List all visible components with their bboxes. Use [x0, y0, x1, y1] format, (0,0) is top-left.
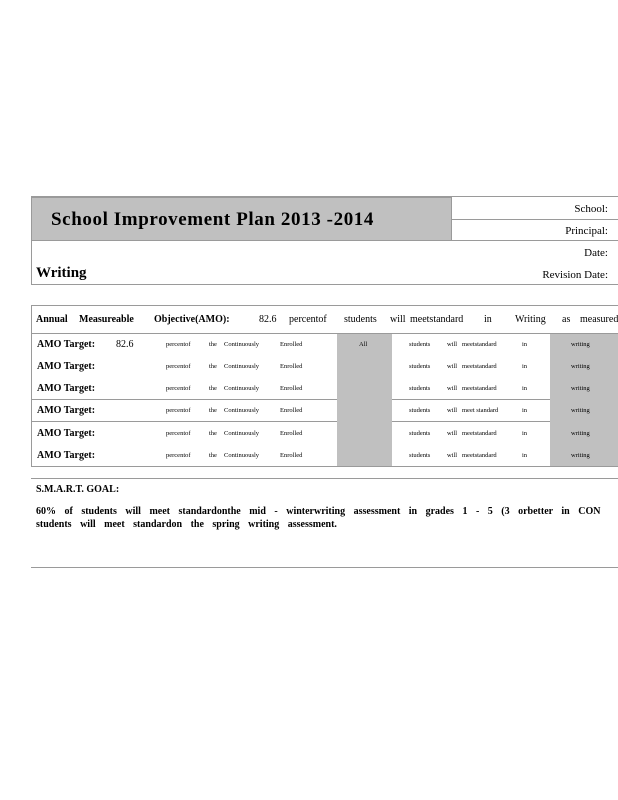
header-bottom-rule — [31, 284, 618, 285]
row-meetstandard: meetstandard — [462, 341, 497, 348]
row-continuously: Continuously — [224, 363, 260, 370]
row-percentof: percentof — [166, 341, 191, 348]
row-continuously: Continuously — [224, 341, 260, 348]
row-label: AMO Target: — [37, 383, 96, 394]
subject-column-shade — [550, 334, 618, 466]
row-meetstandard: meetstandard — [462, 452, 497, 459]
row-meetstandard: meet standard — [462, 407, 499, 414]
principal-label: Principal: — [565, 225, 608, 237]
row-rule-2 — [31, 421, 618, 422]
school-label: School: — [574, 203, 608, 215]
smart-top-rule — [31, 478, 618, 479]
row-will: will — [447, 430, 458, 437]
row-continuously: Continuously — [224, 452, 260, 459]
principal-rule — [452, 240, 618, 241]
row-meetstandard: meetstandard — [462, 363, 497, 370]
amo-value: 82.6 — [259, 314, 277, 325]
row-students: students — [409, 452, 431, 459]
row-label: AMO Target: — [37, 405, 96, 416]
amo-top-rule — [31, 305, 618, 306]
row-students: students — [409, 363, 431, 370]
row-students: students — [409, 407, 431, 414]
amo-bottom-rule — [31, 466, 618, 467]
row-enrolled: Enrolled — [280, 385, 303, 392]
row-will: will — [447, 363, 458, 370]
amo-in: in — [484, 314, 492, 325]
row-label: AMO Target: — [37, 450, 96, 461]
row-writing: writing — [571, 363, 590, 370]
row-continuously: Continuously — [224, 430, 260, 437]
row-group: All — [359, 341, 368, 348]
amo-meetstandard: meetstandard — [410, 314, 464, 325]
row-in: in — [522, 385, 528, 392]
row-in: in — [522, 363, 528, 370]
amo-left-rule — [31, 305, 32, 467]
row-label: AMO Target: — [37, 339, 96, 350]
row-will: will — [447, 407, 458, 414]
row-students: students — [409, 341, 431, 348]
amo-students: students — [344, 314, 377, 325]
row-in: in — [522, 452, 528, 459]
smart-goal-line-1: 60% of students will meet standardonthe mid - winterwriting assessment in grades 1 - 5 (3 orbetter in CON — [36, 506, 601, 517]
date-label: Date: — [584, 247, 608, 259]
row-writing: writing — [571, 385, 590, 392]
row-the: the — [209, 430, 217, 437]
subject-title: Writing — [36, 265, 87, 281]
amo-annual: Annual — [36, 314, 68, 325]
row-the: the — [209, 452, 217, 459]
row-percentof: percentof — [166, 430, 191, 437]
row-continuously: Continuously — [224, 407, 260, 414]
row-the: the — [209, 363, 217, 370]
row-the: the — [209, 341, 217, 348]
row-percentof: percentof — [166, 452, 191, 459]
row-writing: writing — [571, 430, 590, 437]
school-rule — [452, 219, 618, 220]
row-the: the — [209, 385, 217, 392]
smart-goal-line-2: students will meet standardon the spring writing assessment. — [36, 519, 337, 530]
amo-writing: Writing — [515, 314, 546, 325]
header-top-rule — [31, 196, 618, 197]
row-value: 82.6 — [116, 339, 134, 350]
row-enrolled: Enrolled — [280, 430, 303, 437]
row-writing: writing — [571, 452, 590, 459]
row-in: in — [522, 341, 528, 348]
row-enrolled: Enrolled — [280, 341, 303, 348]
row-meetstandard: meetstandard — [462, 385, 497, 392]
row-students: students — [409, 385, 431, 392]
row-in: in — [522, 430, 528, 437]
amo-percentof: percentof — [289, 314, 327, 325]
row-writing: writing — [571, 341, 590, 348]
row-will: will — [447, 341, 458, 348]
amo-head-rule — [31, 333, 618, 334]
row-will: will — [447, 452, 458, 459]
row-writing: writing — [571, 407, 590, 414]
row-continuously: Continuously — [224, 385, 260, 392]
row-in: in — [522, 407, 528, 414]
amo-measureable: Measureable — [79, 314, 134, 325]
group-column-shade — [337, 334, 392, 466]
row-enrolled: Enrolled — [280, 407, 303, 414]
row-enrolled: Enrolled — [280, 363, 303, 370]
row-enrolled: Enrolled — [280, 452, 303, 459]
row-percentof: percentof — [166, 363, 191, 370]
row-will: will — [447, 385, 458, 392]
amo-objective: Objective(AMO): — [154, 314, 230, 325]
row-percentof: percentof — [166, 407, 191, 414]
revision-date-label: Revision Date: — [542, 269, 608, 281]
amo-will: will — [390, 314, 406, 325]
page-title: School Improvement Plan 2013 -2014 — [51, 209, 374, 230]
header-left-rule — [31, 196, 32, 285]
row-percentof: percentof — [166, 385, 191, 392]
row-label: AMO Target: — [37, 361, 96, 372]
row-rule-1 — [31, 399, 618, 400]
row-label: AMO Target: — [37, 428, 96, 439]
smart-goal-label: S.M.A.R.T. GOAL: — [36, 484, 120, 495]
row-the: the — [209, 407, 217, 414]
row-meetstandard: meetstandard — [462, 430, 497, 437]
amo-as: as — [562, 314, 571, 325]
amo-measured: measured — [580, 314, 618, 325]
smart-bottom-rule — [31, 567, 618, 568]
row-students: students — [409, 430, 431, 437]
